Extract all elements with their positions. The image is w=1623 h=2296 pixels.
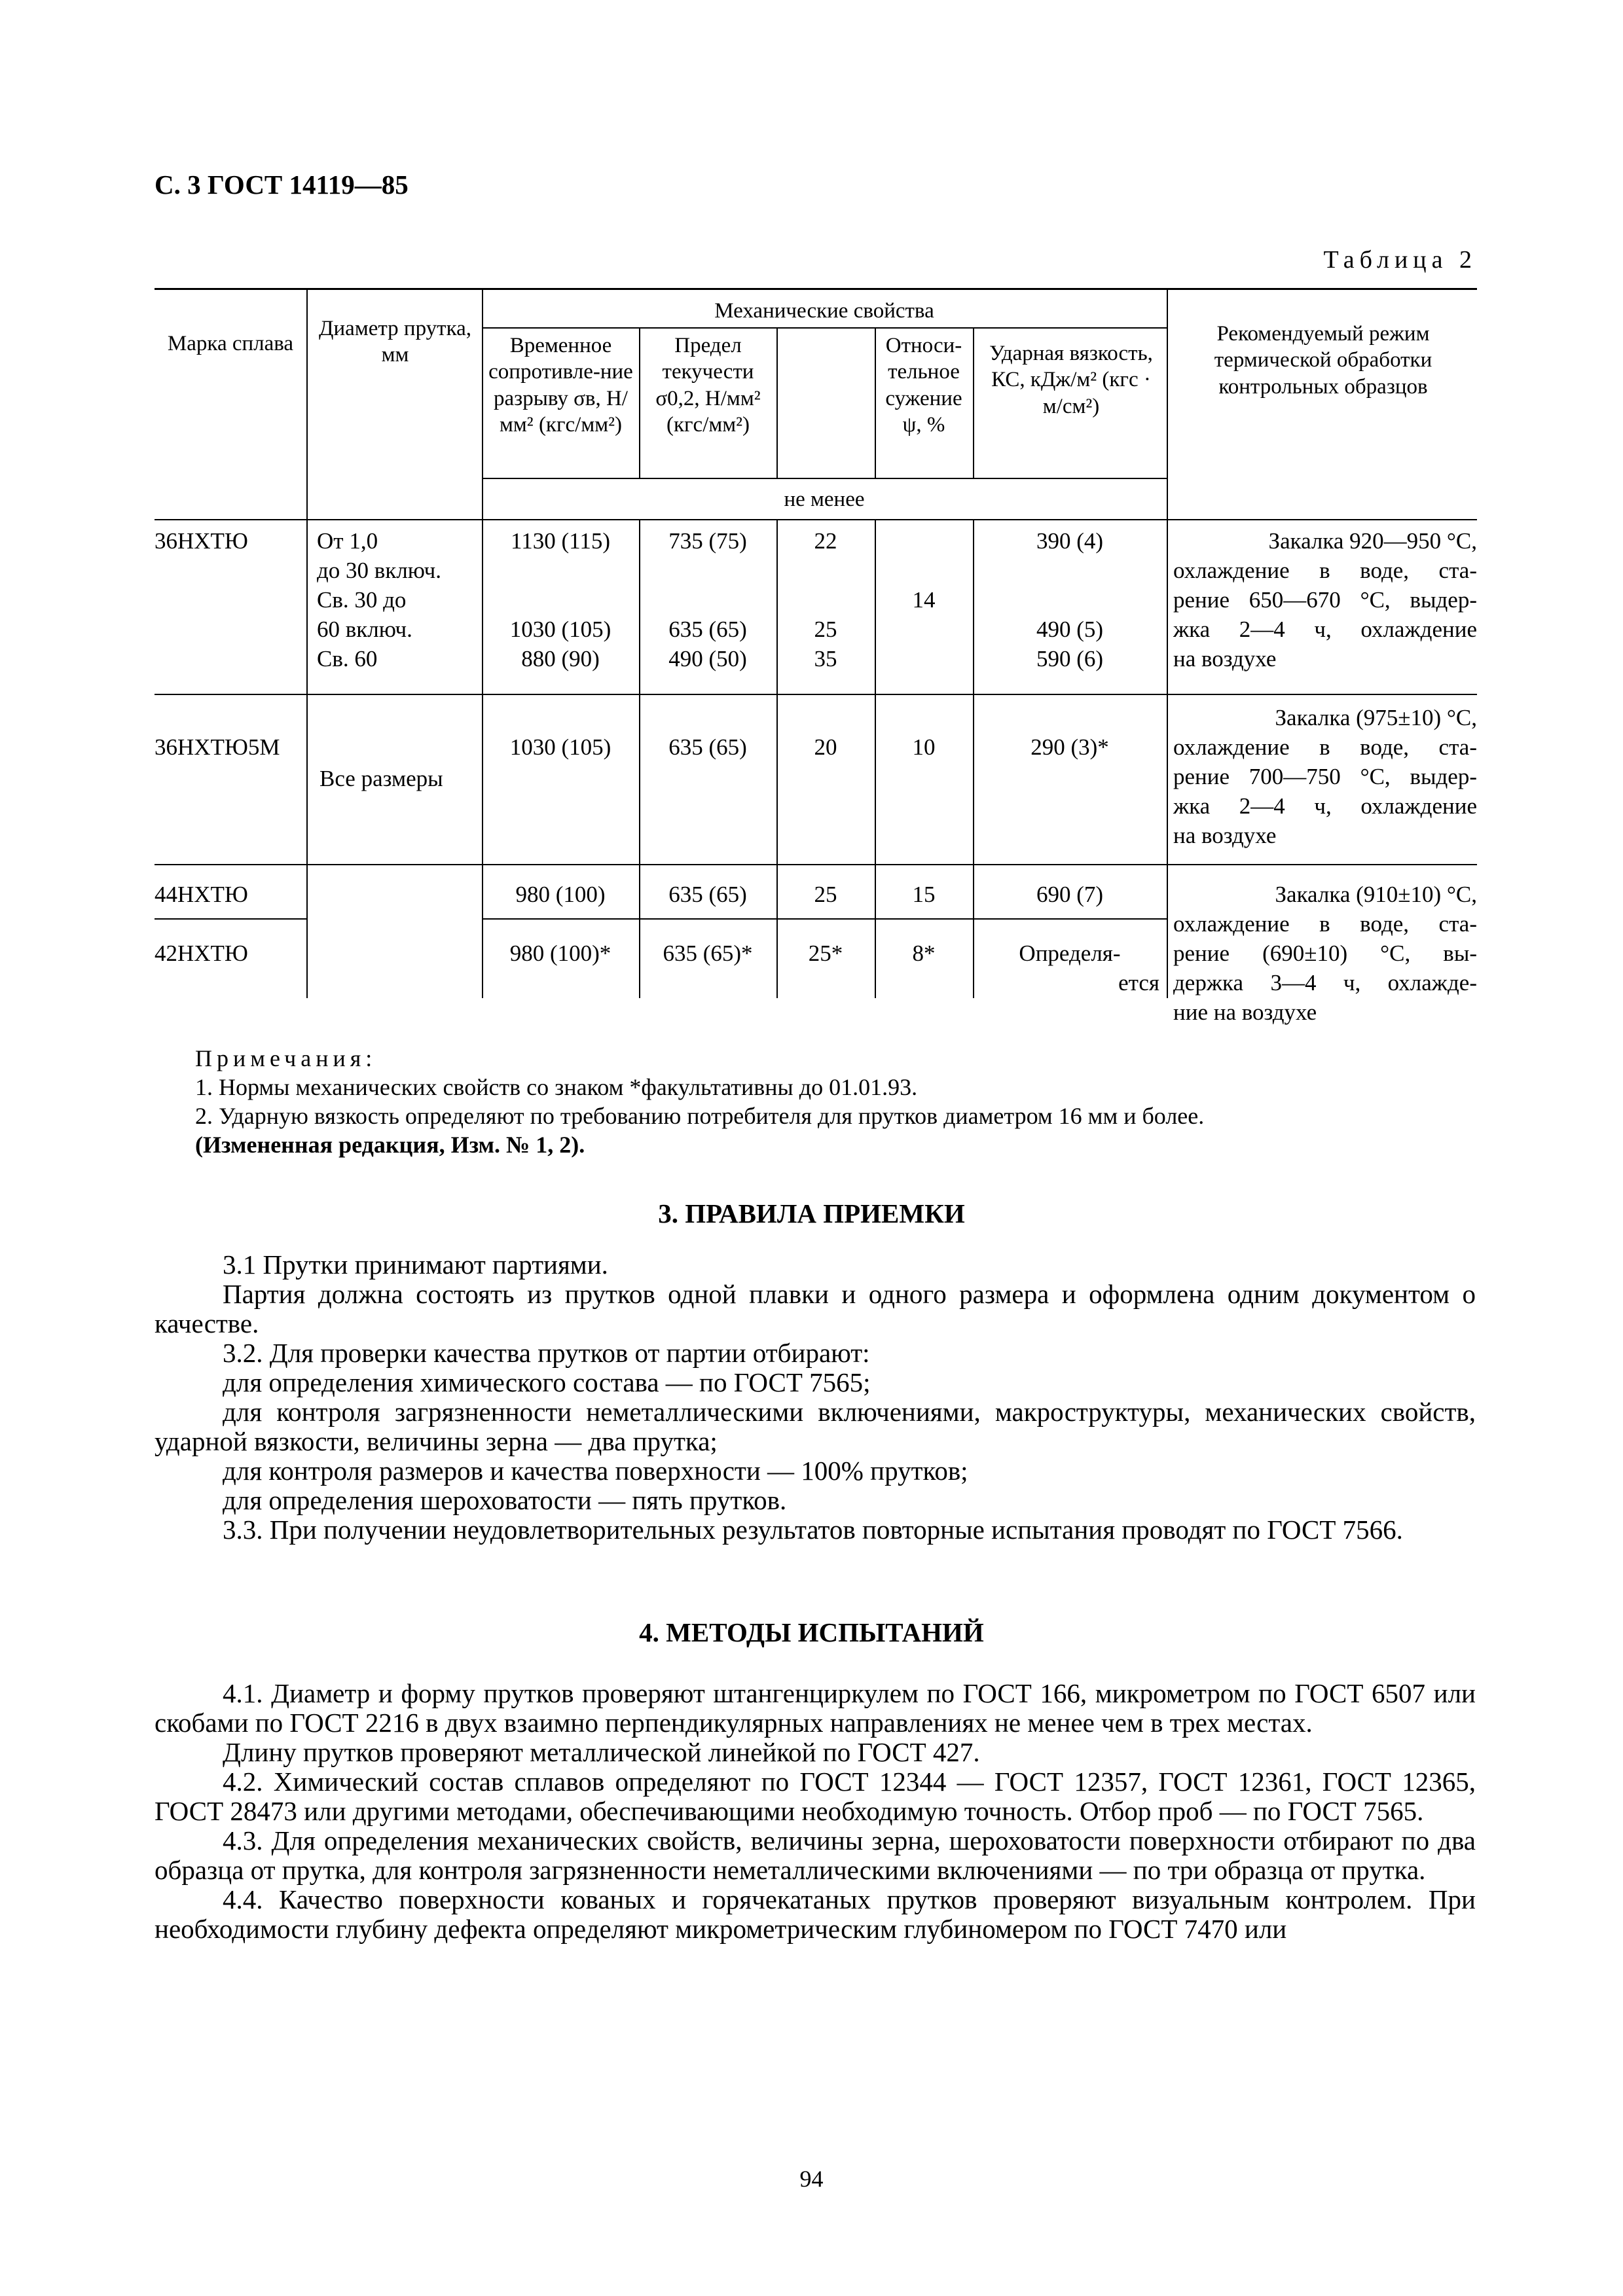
row1-heat-3: рение 650—670 °С, выдер- (1173, 587, 1477, 613)
row2-diameter: Все размеры (319, 766, 443, 791)
row2-heat-3: рение 700—750 °С, выдер- (1173, 764, 1477, 789)
note-1: 1. Нормы механических свойств со знаком *факультативны до 01.01.93. (195, 1074, 918, 1100)
table-caption: Таблица 2 (1323, 246, 1477, 274)
row2-impact: 290 (3)* (1030, 734, 1109, 760)
para-4-1: 4.1. Диаметр и форму прутков проверяют штангенциркулем по ГОСТ 166, микрометром по ГОСТ 6507 или скобами по ГОСТ 2216 в двух взаимно перпендикулярных направлениях не менее чем в трех местах. (155, 1678, 1476, 1738)
section-4-body (155, 1679, 1476, 1944)
rows34-heat-4: держка 3—4 ч, охлажде- (1173, 970, 1477, 996)
para-3-2: 3.2. Для проверки качества прутков от партии отбирают: (223, 1338, 870, 1368)
row1-bottom-rule (155, 694, 1477, 695)
col-rule-3 (639, 327, 640, 478)
row1-diam-1: От 1,0 (317, 528, 378, 554)
header-reduction: Относи-тельное сужение ψ, % (885, 334, 962, 437)
note-2: 2. Ударную вязкость определяют по требованию потребителя для прутков диаметром 16 мм и более. (195, 1103, 1205, 1129)
header-mech-group: Механические свойства (714, 299, 934, 323)
row3-elong: 15 (912, 882, 936, 907)
table-2 (155, 288, 1477, 1025)
header-grade: Марка сплава (167, 332, 294, 355)
header-yield: Предел текучести σ0,2, Н/мм² (кгс/мм²) (655, 334, 761, 437)
header-not-less: не менее (784, 488, 865, 511)
col-rule-7 (1167, 288, 1168, 998)
para-3-1: 3.1 Прутки принимают партиями. (223, 1249, 608, 1280)
row2-grade: 36НХТЮ5М (155, 734, 280, 760)
row1-diam-3: Св. 30 до (317, 587, 407, 613)
row4-yield: 635 (65)* (663, 941, 753, 966)
row1-heat-4: жка 2—4 ч, охлаждение (1173, 617, 1477, 642)
row4-elong: 8* (912, 941, 936, 966)
para-3-2-size: для контроля размеров и качества поверхности — 100% прутков; (223, 1456, 968, 1486)
row1-diam-5: Св. 60 (317, 646, 378, 672)
col-rule-6 (973, 327, 974, 478)
row4-impact-1: Определя- (1019, 941, 1121, 966)
header-impact: Ударная вязкость, КС, кДж/м² (кгс · м/см²) (989, 342, 1153, 418)
row4-impact-2: ется (1118, 970, 1159, 996)
row3-tensile: 980 (100) (515, 882, 606, 907)
row1-tensile-2: 1030 (105) (509, 617, 611, 642)
header-tensile: Временное сопротивле-ние разрыву σв, Н/мм² (кгс/мм²) (488, 334, 633, 437)
row2-heat-5: на воздухе (1173, 823, 1277, 848)
row4-tensile: 980 (100)* (509, 941, 611, 966)
mech-group-rule (482, 327, 1167, 329)
row1-yield-3: 490 (50) (668, 646, 747, 672)
row1-diam-4: 60 включ. (317, 617, 412, 642)
row1-impact-3: 590 (6) (1036, 646, 1104, 672)
section-3-body (155, 1250, 1476, 1545)
row4-red: 25* (808, 941, 843, 966)
row2-yield: 635 (65) (668, 734, 747, 760)
page-number: 94 (799, 2166, 824, 2192)
row3-grade: 44НХТЮ (155, 882, 248, 907)
para-4-2: 4.2. Химический состав сплавов определяют по ГОСТ 12344 — ГОСТ 12357, ГОСТ 12361, ГОСТ 12365, ГОСТ 28473 или другими методами, обеспечивающими необходимую точность. Отбор проб — по ГОСТ 7565. (155, 1767, 1476, 1826)
row1-yield-2: 635 (65) (668, 617, 747, 642)
row2-bottom-rule (155, 864, 1477, 865)
row2-elong: 10 (912, 734, 936, 760)
revision-note: (Измененная редакция, Изм. № 1, 2). (195, 1132, 585, 1158)
row1-impact-1: 390 (4) (1036, 528, 1104, 554)
rows34-heat-3: рение (690±10) °С, вы- (1173, 941, 1477, 966)
row3-impact: 690 (7) (1036, 882, 1104, 907)
para-3-2-rough: для определения шероховатости — пять прутков. (223, 1485, 787, 1515)
row1-diam-2: до 30 включ. (317, 558, 441, 583)
notes-title: Примечания: (195, 1045, 377, 1071)
col-rule-1 (306, 288, 308, 998)
row2-red: 20 (814, 734, 837, 760)
col-rule-4 (776, 327, 778, 478)
rows34-heat-2: охлаждение в воде, ста- (1173, 911, 1477, 937)
para-3-3: 3.3. При получении неудовлетворительных результатов повторные испытания проводят по ГОСТ 7566. (223, 1515, 1403, 1545)
row1-heat-1: Закалка 920—950 °С, (1268, 528, 1477, 554)
row1-red-1: 22 (814, 528, 837, 554)
row2-heat-4: жка 2—4 ч, охлаждение (1173, 793, 1477, 819)
page-header: С. 3 ГОСТ 14119—85 (155, 170, 409, 200)
header-bottom-rule (155, 519, 1477, 520)
para-3-2-chem: для определения химического состава — по ГОСТ 7565; (223, 1367, 871, 1397)
row1-heat-2: охлаждение в воде, ста- (1173, 558, 1477, 583)
row3-red: 25 (814, 882, 837, 907)
para-4-3: 4.3. Для определения механических свойств, величины зерна, шероховатости поверхности отбирают по два образца от прутка, для контроля загрязненности неметаллическими включениями — по три образца от прутка. (155, 1825, 1476, 1885)
header-diameter: Диаметр прутка, мм (319, 317, 471, 367)
para-4-1-length: Длину прутков проверяют металлической линейкой по ГОСТ 427. (223, 1737, 980, 1767)
row1-tensile-1: 1130 (115) (511, 528, 610, 554)
section-4-title: 4. МЕТОДЫ ИСПЫТАНИЙ (639, 1617, 984, 1647)
para-3-1-batch: Партия должна состоять из прутков одной плавки и одного размера и оформлена одним документом о качестве. (155, 1279, 1476, 1338)
row4-grade: 42НХТЮ (155, 941, 248, 966)
row2-tensile: 1030 (105) (509, 734, 611, 760)
row1-elong: 14 (912, 587, 936, 613)
header-heat-mode: Рекомендуемый режим термической обработки контрольных образцов (1214, 322, 1432, 399)
row1-heat-5: на воздухе (1173, 646, 1277, 672)
para-3-2-inclusions: для контроля загрязненности неметаллическими включениями, макроструктуры, механических свойств, ударной вязкости, величины зерна — два прутка; (155, 1397, 1476, 1456)
col-rule-5 (875, 327, 876, 478)
para-4-4: 4.4. Качество поверхности кованых и горячекатаных прутков проверяют визуальным контролем. При необходимости глубину дефекта определяют микрометрическим глубиномером по ГОСТ 7470 или (155, 1884, 1476, 1944)
row3-bottom-rule-left (155, 918, 306, 920)
row1-red-2: 25 (814, 617, 837, 642)
table-top-rule (155, 288, 1477, 290)
row2-heat-1: Закалка (975±10) °С, (1275, 705, 1477, 730)
row1-yield-1: 735 (75) (668, 528, 747, 554)
row1-impact-2: 490 (5) (1036, 617, 1104, 642)
row1-grade: 36НХТЮ (155, 528, 248, 554)
row3-yield: 635 (65) (668, 882, 747, 907)
row2-heat-2: охлаждение в воде, ста- (1173, 734, 1477, 760)
not-less-top-rule (482, 478, 1167, 479)
row1-red-3: 35 (814, 646, 837, 672)
table-notes (195, 1044, 1472, 1159)
rows34-heat-5: ние на воздухе (1173, 999, 1317, 1025)
section-3-title: 3. ПРАВИЛА ПРИЕМКИ (658, 1198, 965, 1229)
row3-bottom-rule-mid (482, 918, 1167, 920)
row1-tensile-3: 880 (90) (521, 646, 600, 672)
rows34-heat-1: Закалка (910±10) °С, (1275, 882, 1477, 907)
